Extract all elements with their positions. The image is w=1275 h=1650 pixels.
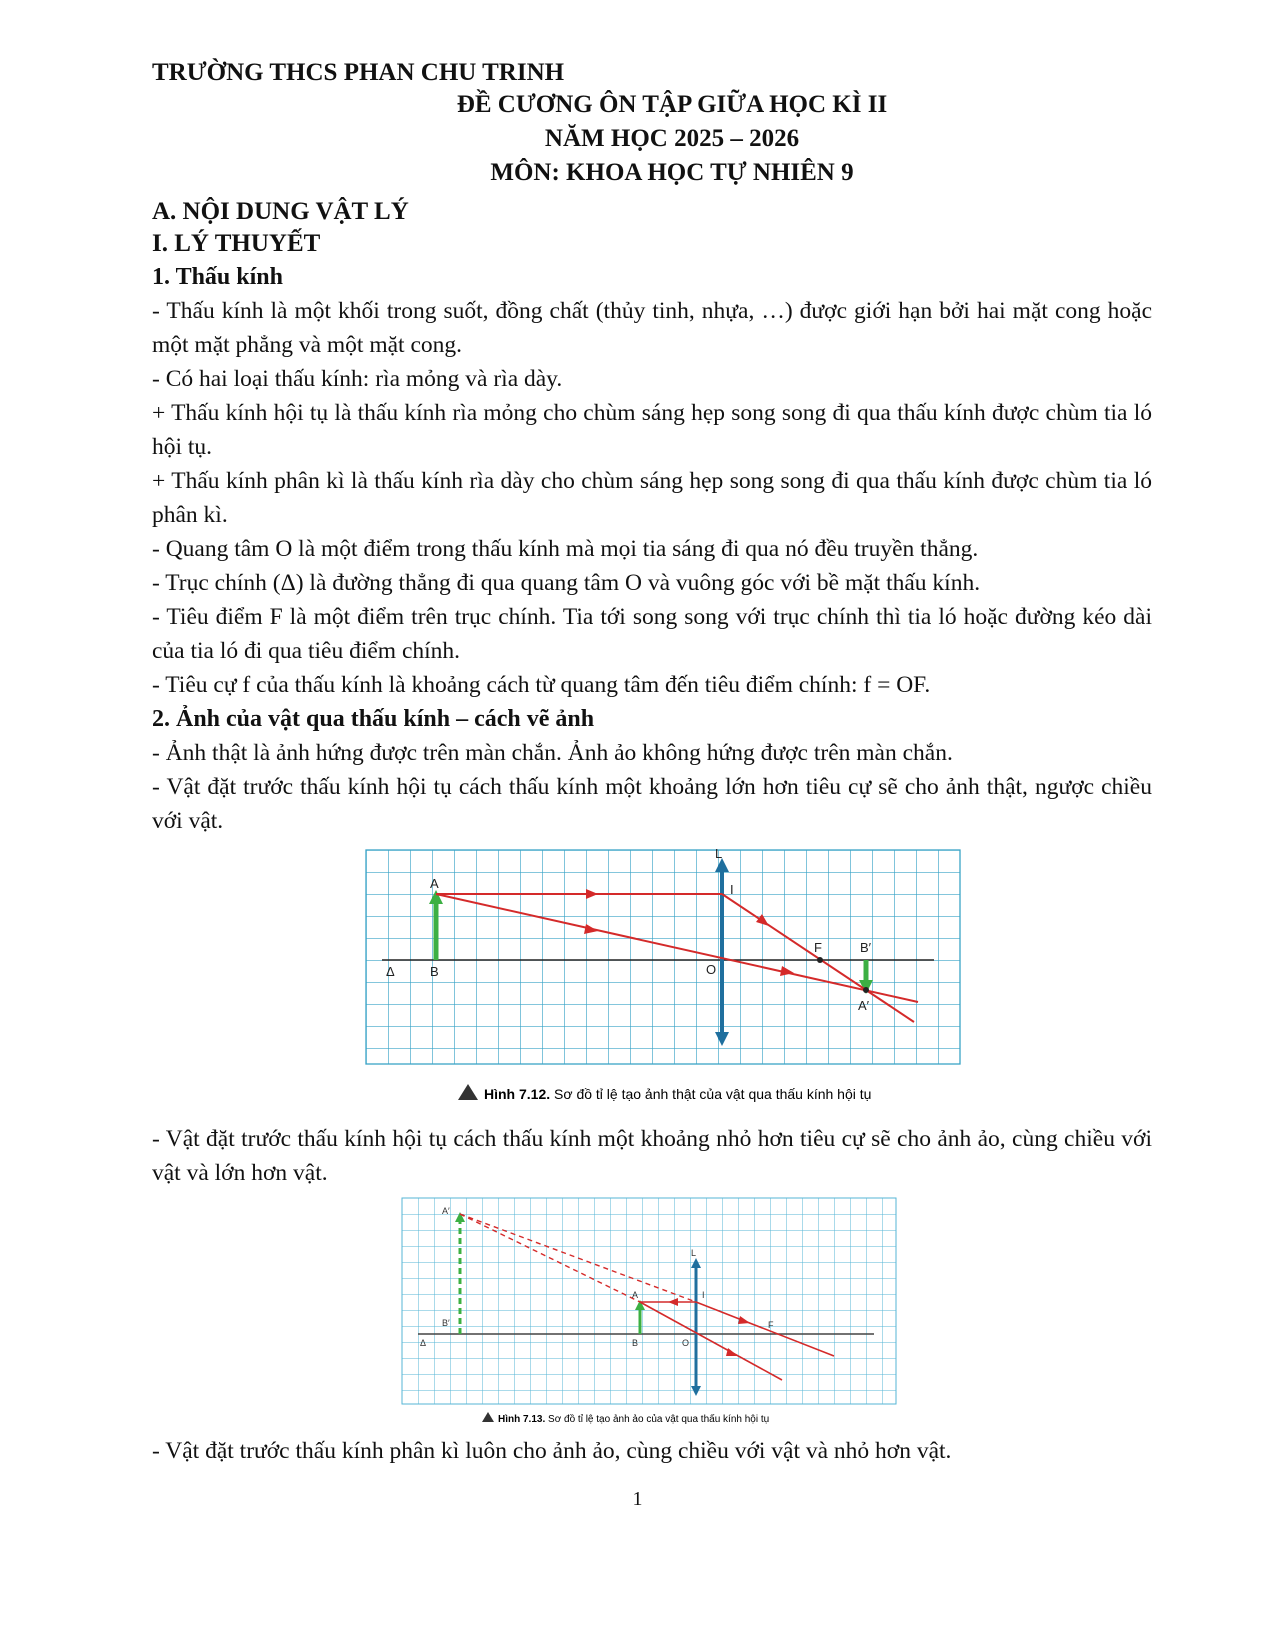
label-B: B [632, 1338, 639, 1348]
label-delta: Δ [420, 1338, 427, 1348]
part1-heading: 1. Thấu kính [152, 264, 283, 290]
figure2-caption: Hình 7.13. Sơ đồ tỉ lệ tạo ảnh ảo của vật qua thấu kính hội tụ [498, 1414, 770, 1425]
label-F: F [768, 1320, 774, 1330]
label-A-prime: A′ [858, 998, 870, 1013]
paragraph: + Thấu kính phân kì là thấu kính rìa dày cho chùm sáng hẹp song song đi qua thấu kính được chùm tia ló phân kì. [152, 468, 1152, 528]
focal-point [817, 957, 823, 963]
label-A: A [430, 876, 439, 891]
grid [402, 1198, 896, 1404]
section-i-heading: I. LÝ THUYẾT [152, 230, 321, 257]
paragraph: - Tiêu điểm F là một điểm trên trục chính. Tia tới song song với trục chính thì tia ló hoặc đường kéo dài của tia ló đi qua tiêu điểm chính. [152, 604, 1152, 664]
label-B-prime: B′ [860, 940, 872, 955]
figure-virtual-image-diagram [398, 1194, 903, 1430]
figure-real-image-diagram [348, 844, 976, 1114]
image-point [863, 987, 869, 993]
school-name: TRƯỜNG THCS PHAN CHU TRINH [152, 59, 565, 86]
label-O: O [706, 962, 717, 977]
subject-title: MÔN: KHOA HỌC TỰ NHIÊN 9 [490, 159, 854, 186]
label-F: F [814, 940, 822, 955]
label-L: L [691, 1248, 697, 1258]
paragraph: - Trục chính (Δ) là đường thẳng đi qua quang tâm O và vuông góc với bề mặt thấu kính. [152, 570, 981, 596]
part2-heading: 2. Ảnh của vật qua thấu kính – cách vẽ ảnh [152, 706, 595, 732]
page-number: 1 [632, 1488, 643, 1510]
paragraph: - Vật đặt trước thấu kính phân kì luôn cho ảnh ảo, cùng chiều với vật và nhỏ hơn vật. [152, 1438, 952, 1464]
paragraph: - Vật đặt trước thấu kính hội tụ cách thấu kính một khoảng nhỏ hơn tiêu cự sẽ cho ảnh ảo, cùng chiều với vật và lớn hơn vật. [152, 1126, 1152, 1186]
label-I: I [702, 1290, 705, 1300]
ray-diagram-real [348, 844, 976, 1114]
section-a-heading: A. NỘI DUNG VẬT LÝ [152, 198, 409, 225]
label-I: I [730, 882, 734, 897]
caption-triangle-icon [482, 1412, 494, 1422]
label-B: B [430, 964, 439, 979]
document-title: ĐỀ CƯƠNG ÔN TẬP GIỮA HỌC KÌ II [456, 91, 888, 118]
label-L: L [715, 846, 723, 861]
label-O: O [682, 1338, 690, 1348]
paragraph: - Vật đặt trước thấu kính hội tụ cách thấu kính một khoảng lớn hơn tiêu cự sẽ cho ảnh thật, ngược chiều với vật. [152, 774, 1152, 834]
label-delta: Δ [386, 964, 395, 979]
school-year: NĂM HỌC 2025 – 2026 [544, 125, 800, 152]
paragraph: - Quang tâm O là một điểm trong thấu kính mà mọi tia sáng đi qua nó đều truyền thẳng. [152, 536, 979, 562]
label-A: A [632, 1290, 639, 1300]
paragraph: - Tiêu cự f của thấu kính là khoảng cách từ quang tâm đến tiêu điểm chính: f = OF. [152, 672, 931, 698]
label-A-prime: A′ [442, 1206, 450, 1216]
grid [366, 850, 960, 1064]
caption-triangle-icon [458, 1084, 478, 1100]
paragraph: - Thấu kính là một khối trong suốt, đồng chất (thủy tinh, nhựa, …) được giới hạn bởi hai mặt cong hoặc một mặt phẳng và một mặt cong. [152, 298, 1152, 358]
figure1-caption: Hình 7.12. Sơ đồ tỉ lệ tạo ảnh thật của vật qua thấu kính hội tụ [484, 1086, 872, 1102]
document-page [152, 58, 1152, 1468]
paragraph: - Có hai loại thấu kính: rìa mỏng và rìa dày. [152, 366, 563, 392]
label-B-prime: B′ [442, 1318, 450, 1328]
paragraph: - Ảnh thật là ảnh hứng được trên màn chắn. Ảnh ảo không hứng được trên màn chắn. [152, 740, 953, 766]
paragraph: + Thấu kính hội tụ là thấu kính rìa mỏng cho chùm sáng hẹp song song đi qua thấu kính được chùm tia ló hội tụ. [152, 400, 1152, 460]
ray-diagram-virtual [398, 1194, 903, 1430]
